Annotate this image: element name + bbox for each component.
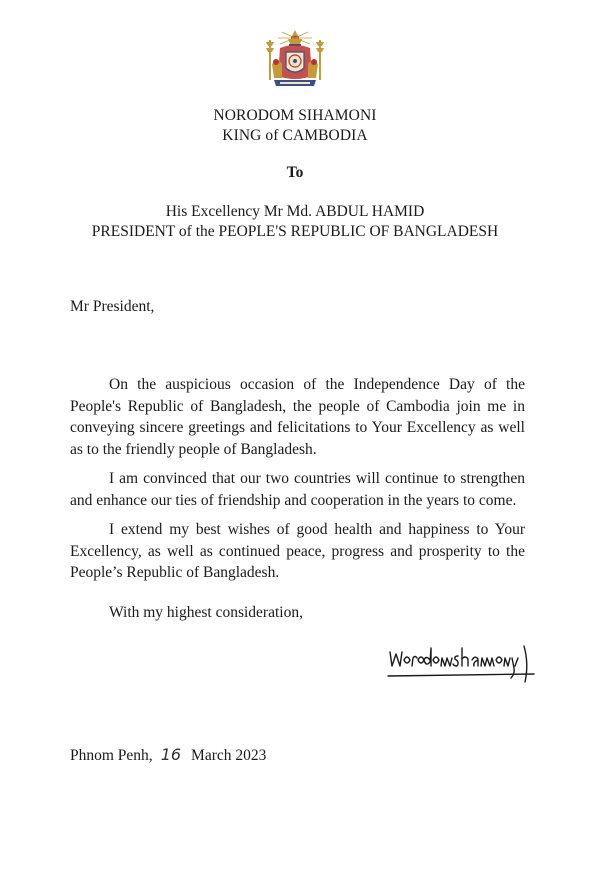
handwritten-day: 16 xyxy=(160,745,182,764)
month-year: March 2023 xyxy=(191,747,267,764)
paragraph-3: I extend my best wishes of good health and happiness to Your Excellency, as well as continued peace, progress and prosperity to the People’s Republic of Bangladesh. xyxy=(70,521,525,581)
recipient-line-2: PRESIDENT of the PEOPLE'S REPUBLIC OF BANGLADESH xyxy=(91,223,499,240)
paragraph-2: I am convinced that our two countries will continue to strengthen and enhance our ties of friendship and cooperation in the years to come. xyxy=(70,470,525,509)
place: Phnom Penh, xyxy=(70,747,153,764)
sender-title: KING of CAMBODIA xyxy=(222,127,368,144)
royal-arms-of-cambodia-icon xyxy=(258,28,332,92)
recipient-line-1: His Excellency Mr Md. ABDUL HAMID xyxy=(165,203,425,220)
recipient-block xyxy=(0,202,590,242)
handwritten-signature xyxy=(384,638,544,686)
sender-name: NORODOM SIHAMONI xyxy=(213,107,377,124)
salutation: Mr President, xyxy=(70,298,155,315)
paragraph-1: On the auspicious occasion of the Independence Day of the People's Republic of Bangladesh, the people of Cambodia join me in conveying sincere greetings and felicitations to Your Excellency as well as to the friendly people of Bangladesh. xyxy=(70,376,525,458)
place-date-line xyxy=(70,745,266,765)
closing: With my highest consideration, xyxy=(109,604,303,621)
sender-block xyxy=(0,106,590,146)
to-label: To xyxy=(286,164,304,181)
